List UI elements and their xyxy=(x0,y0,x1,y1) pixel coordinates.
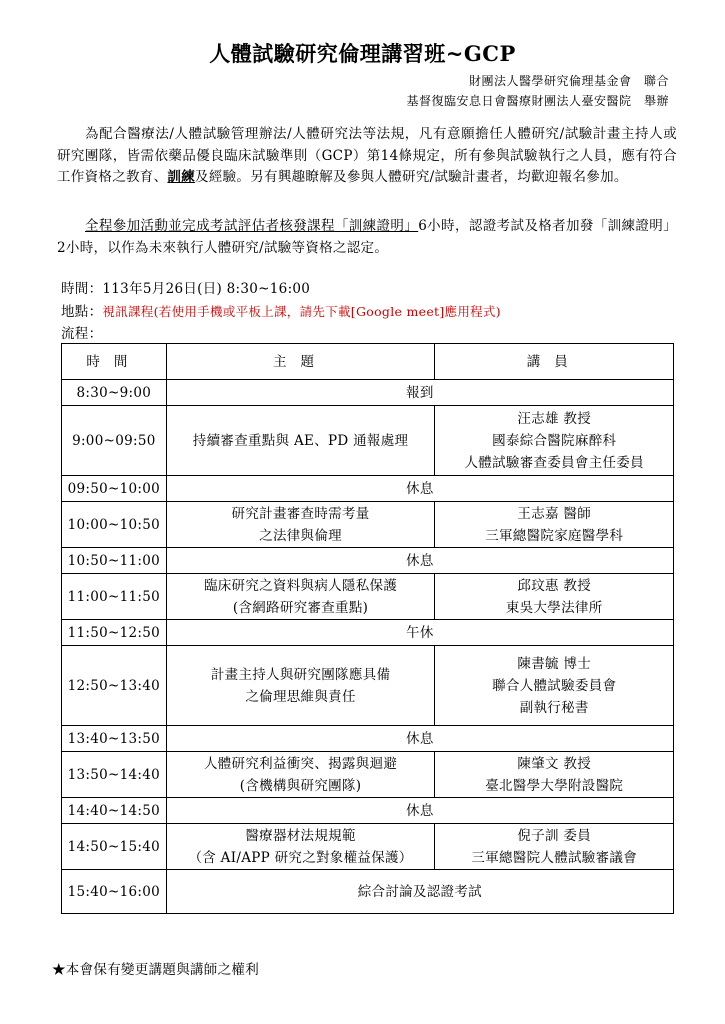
topic-line: (含網路研究審查重點) xyxy=(232,599,369,616)
row-speaker xyxy=(435,502,674,548)
place-label: 地點： xyxy=(61,304,103,320)
time-value: 113年5月26日(日) 8:30~16:00 xyxy=(102,281,311,297)
table-header-row xyxy=(62,344,674,380)
row-topic xyxy=(166,752,435,798)
row-span: 綜合討論及認證考試 xyxy=(166,870,673,914)
page-title: 人體試驗研究倫理講習班~GCP xyxy=(209,41,516,66)
table-row xyxy=(62,380,674,406)
certificate-text-after: 6小時，認證考試及格者加發「訓練證明」2小時，以作為未來執行人體研究/試驗等資格之認定。 xyxy=(57,218,677,256)
speaker-line: 王志嘉 醫師 xyxy=(517,505,591,522)
speaker-line: 三軍總醫院家庭醫學科 xyxy=(485,527,624,544)
time-label: 時間： xyxy=(61,281,103,297)
speaker-line: 倪子訓 委員 xyxy=(517,827,591,844)
row-speaker xyxy=(435,646,674,726)
speaker-line: 陳肇文 教授 xyxy=(517,755,591,772)
table-row xyxy=(62,548,674,574)
certificate-paragraph xyxy=(57,216,677,259)
flow-label: 流程： xyxy=(61,326,103,342)
topic-line: 之倫理思維與責任 xyxy=(245,688,356,705)
row-topic xyxy=(166,574,435,620)
row-time: 13:50~14:40 xyxy=(62,752,167,798)
table-row xyxy=(62,502,674,548)
topic-line: 臨床研究之資料與病人隱私保護 xyxy=(203,577,398,594)
table-row xyxy=(62,870,674,914)
row-span: 休息 xyxy=(166,476,673,502)
table-row xyxy=(62,574,674,620)
organizer-line-2: 基督復臨安息日會醫療財團法人臺安醫院 舉辦 xyxy=(406,94,669,108)
speaker-line: 三軍總醫院人體試驗審議會 xyxy=(471,849,638,866)
row-time: 11:00~11:50 xyxy=(62,574,167,620)
table-row xyxy=(62,620,674,646)
row-span: 報到 xyxy=(166,380,673,406)
speaker-line: 副執行秘書 xyxy=(519,699,589,716)
speaker-line: 國泰綜合醫院麻醉科 xyxy=(492,432,617,449)
row-time: 11:50~12:50 xyxy=(62,620,167,646)
speaker-line: 邱玟惠 教授 xyxy=(517,577,591,594)
certificate-underlined: 全程參加活動並完成考試評估者核發課程「訓練證明」 xyxy=(85,218,419,234)
topic-line: 研究計畫審查時需考量 xyxy=(231,505,370,522)
intro-text-after: 及經驗。另有興趣瞭解及參與人體研究/試驗計畫者，均歡迎報名參加。 xyxy=(195,169,628,185)
speaker-line: 陳書毓 博士 xyxy=(517,655,591,672)
organizer-line-1: 財團法人醫學研究倫理基金會 聯合 xyxy=(468,74,669,88)
topic-line: (含機構與研究團隊) xyxy=(239,777,362,794)
row-span: 休息 xyxy=(166,548,673,574)
row-speaker xyxy=(435,752,674,798)
row-time: 14:40~14:50 xyxy=(62,798,167,824)
row-topic xyxy=(166,646,435,726)
row-time: 09:50~10:00 xyxy=(62,476,167,502)
speaker-line: 人體試驗審查委員會主任委員 xyxy=(464,454,644,471)
place-info xyxy=(61,300,501,320)
speaker-line: 臺北醫學大學附設醫院 xyxy=(485,777,624,794)
row-topic xyxy=(166,406,435,476)
topic-line: 人體研究利益衝突、揭露與迴避 xyxy=(203,755,398,772)
row-topic xyxy=(166,824,435,870)
table-row xyxy=(62,798,674,824)
table-row xyxy=(62,752,674,798)
intro-underlined-training: 訓練 xyxy=(167,169,196,185)
intro-text-before: 為配合醫療法/人體試驗管理辦法/人體研究法等法規，凡有意願擔任人體研究/試驗計畫主持人或研究團隊，皆需依藥品優良臨床試驗準則（GCP）第14條規定，所有參與試驗執行之人員，應有符合工作資格之教育、 xyxy=(57,126,677,185)
row-time: 12:50~13:40 xyxy=(62,646,167,726)
row-speaker xyxy=(435,574,674,620)
row-time: 15:40~16:00 xyxy=(62,870,167,914)
topic-line: 計畫主持人與研究團隊應具備 xyxy=(210,666,391,683)
row-time: 10:00~10:50 xyxy=(62,502,167,548)
speaker-line: 聯合人體試驗委員會 xyxy=(492,677,617,694)
header-topic: 主題 xyxy=(166,344,435,380)
table-row xyxy=(62,726,674,752)
table-row xyxy=(62,406,674,476)
speaker-line: 東吳大學法律所 xyxy=(505,599,603,616)
row-speaker xyxy=(435,824,674,870)
intro-paragraph xyxy=(57,124,677,189)
row-time: 10:50~11:00 xyxy=(62,548,167,574)
topic-line: 之法律與倫理 xyxy=(259,527,342,544)
row-time: 13:40~13:50 xyxy=(62,726,167,752)
row-span: 休息 xyxy=(166,798,673,824)
speaker-line: 汪志雄 教授 xyxy=(517,410,591,427)
row-topic xyxy=(166,502,435,548)
table-row xyxy=(62,476,674,502)
row-span: 休息 xyxy=(166,726,673,752)
schedule-table xyxy=(61,343,674,914)
row-time: 8:30~9:00 xyxy=(62,380,167,406)
header-speaker: 講員 xyxy=(435,344,674,380)
header-time: 時間 xyxy=(62,344,167,380)
row-speaker xyxy=(435,406,674,476)
row-time: 9:00~09:50 xyxy=(62,406,167,476)
topic-line: 持續審查重點與 AE、PD 通報處理 xyxy=(192,432,409,449)
topic-line: （含 AI/APP 研究之對象權益保護） xyxy=(188,849,413,866)
footnote: ★本會保有變更講題與講師之權利 xyxy=(52,962,259,978)
place-value: 視訊課程(若使用手機或平板上課，請先下載[Google meet]應用程式) xyxy=(102,304,501,319)
row-time: 14:50~15:40 xyxy=(62,824,167,870)
table-row xyxy=(62,646,674,726)
topic-line: 醫療器材法規規範 xyxy=(245,827,356,844)
table-row xyxy=(62,824,674,870)
time-info xyxy=(61,277,310,297)
row-span: 午休 xyxy=(166,620,673,646)
